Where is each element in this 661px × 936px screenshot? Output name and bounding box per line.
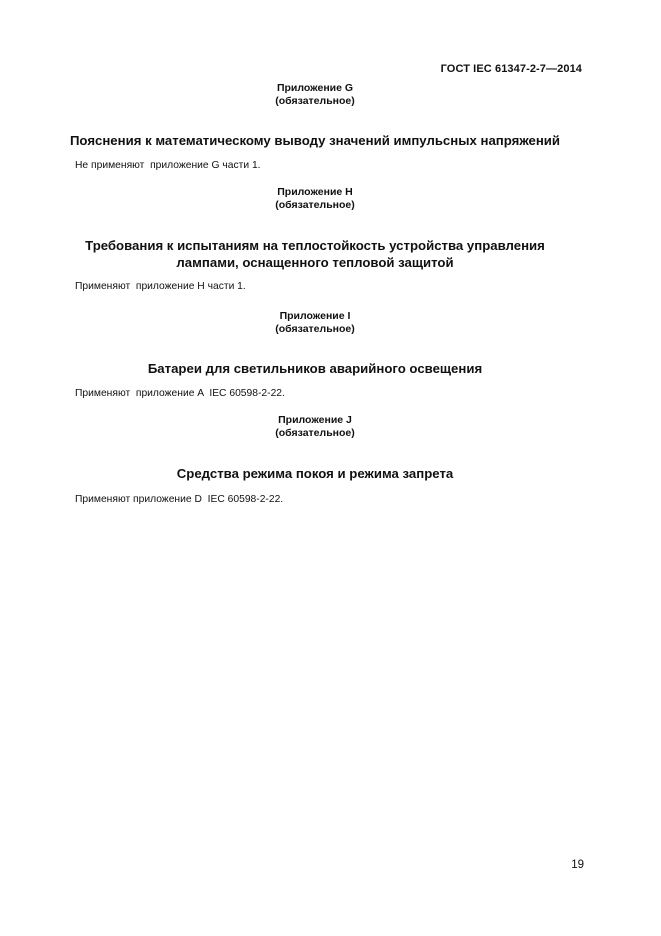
- annex-h-title: [0, 186, 630, 212]
- annex-title-label: Приложение H: [277, 186, 353, 198]
- annex-status-label: (обязательное): [275, 199, 355, 211]
- annex-status-label: (обязательное): [275, 323, 355, 335]
- annex-g-heading: [0, 132, 630, 149]
- standard-code-header: ГОСТ IEC 61347-2-7—2014: [440, 63, 582, 75]
- annex-status-label: (обязательное): [275, 427, 355, 439]
- annex-i-title: [0, 310, 630, 336]
- annex-g-body: Не применяют приложение G части 1.: [75, 160, 261, 171]
- annex-h-heading: [0, 237, 630, 271]
- annex-i-heading: [0, 360, 630, 377]
- heading-line: Средства режима покоя и режима запрета: [176, 466, 454, 481]
- annex-j-heading: [0, 465, 630, 482]
- annex-status-label: (обязательное): [275, 95, 355, 107]
- annex-title-label: Приложение J: [278, 414, 352, 426]
- heading-line: Требования к испытаниям на теплостойкость устройства управления: [85, 238, 545, 253]
- heading-line: Батареи для светильников аварийного освещения: [147, 361, 483, 376]
- annex-title-label: Приложение G: [276, 82, 354, 94]
- annex-i-body: Применяют приложение A IEC 60598-2-22.: [75, 388, 285, 399]
- heading-line: лампами, оснащенного тепловой защитой: [176, 255, 454, 270]
- page-number: 19: [571, 859, 584, 871]
- annex-j-body: Применяют приложение D IEC 60598-2-22.: [75, 494, 284, 505]
- annex-g-title: [0, 82, 630, 108]
- annex-j-title: [0, 414, 630, 440]
- heading-line: Пояснения к математическому выводу значений импульсных напряжений: [69, 133, 561, 148]
- annex-h-body: Применяют приложение H части 1.: [75, 281, 246, 292]
- annex-title-label: Приложение I: [279, 310, 351, 322]
